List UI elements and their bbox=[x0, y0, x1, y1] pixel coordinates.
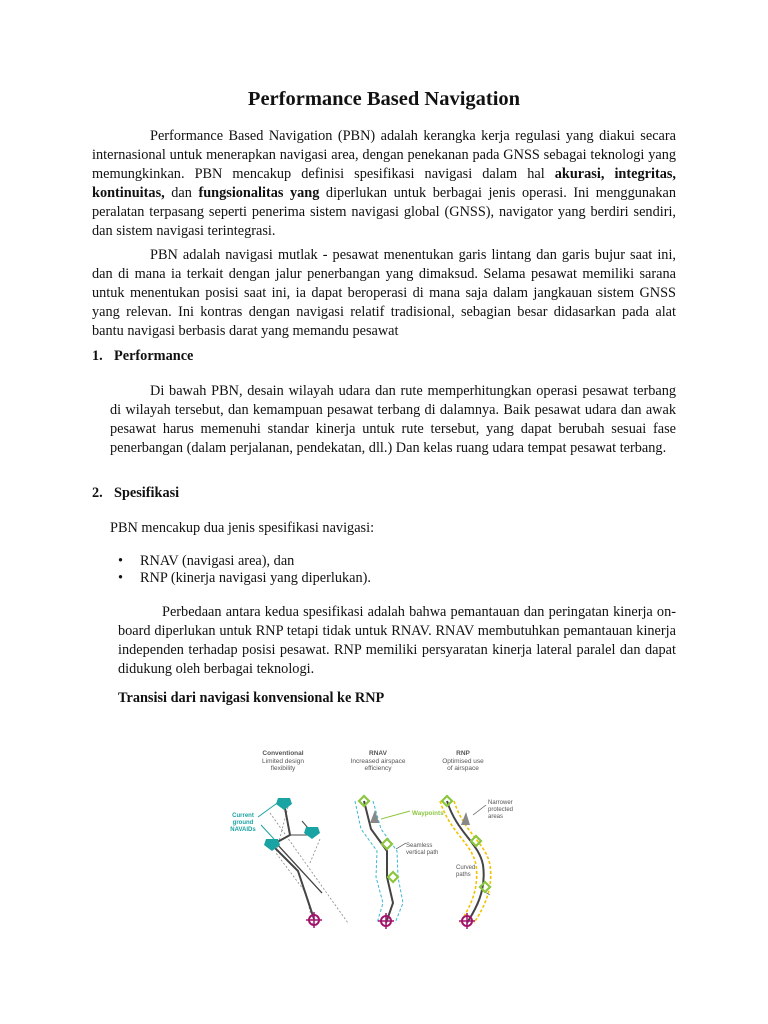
waypoint-icon bbox=[388, 872, 398, 882]
navigation-transition-figure bbox=[228, 743, 540, 935]
col1-sub-1: Limited design bbox=[262, 758, 304, 765]
narrower-label-3: areas bbox=[488, 814, 504, 820]
list-item: • RNAV (navigasi area), dan bbox=[118, 553, 371, 570]
col1-sub-2: flexibility bbox=[270, 765, 296, 772]
section-2-number: 2. bbox=[92, 485, 103, 501]
rnav-route bbox=[355, 801, 410, 923]
col1-title: Conventional bbox=[262, 750, 304, 757]
col2-sub-1: Increased airspace bbox=[350, 758, 406, 765]
narrower-label-1: Narrower bbox=[488, 800, 513, 806]
navaid-icon bbox=[304, 827, 320, 839]
seamless-label-2: vertical path bbox=[406, 850, 439, 856]
intro-paragraph-1 bbox=[92, 127, 676, 241]
navaids-label-1: Current bbox=[232, 813, 254, 819]
intro-text-2: dan bbox=[164, 185, 199, 201]
seamless-label-1: Seamless bbox=[406, 843, 433, 849]
list-item: • RNP (kinerja navigasi yang diperlukan). bbox=[118, 570, 371, 587]
narrower-label-2: protected bbox=[488, 807, 514, 813]
section-2-heading bbox=[92, 485, 179, 502]
section-2-text: Perbedaan antara kedua spesifikasi adalah bahwa pemantauan dan peringatan kinerja on-board diperlukan untuk RNP tetapi tidak untuk RNAV. RNAV membutuhkan pemantauan kinerja independen terhadap posisi pesawat. RNP memiliki persyaratan kinerja lateral paralel dan dapat didukung oleh berbagai teknologi. bbox=[118, 604, 676, 677]
waypoints-label: Waypoints bbox=[412, 810, 444, 817]
section-1-heading bbox=[92, 348, 193, 365]
bold-terms-2: fungsionalitas yang bbox=[198, 185, 320, 201]
curved-label-2: paths bbox=[456, 872, 471, 878]
rnp-route bbox=[440, 801, 491, 923]
col2-title: RNAV bbox=[369, 750, 387, 757]
aircraft-icon bbox=[461, 812, 470, 825]
col2-sub-2: efficiency bbox=[364, 765, 392, 772]
navaids-label-3: NAVAIDs bbox=[230, 827, 256, 833]
intro-text-3: diperlukan untuk berbagai jenis operasi. Ini menggunakan peralatan terpasang seperti penerima sistem navigasi global (GNSS), navigator yang berdiri sendiri, dan sistem navigasi terintegrasi. bbox=[92, 185, 676, 239]
bold-terms-1: akurasi, integritas, kontinuitas, bbox=[92, 166, 676, 201]
section-1-title: Performance bbox=[114, 348, 194, 364]
intro-text-1: Performance Based Navigation (PBN) adalah kerangka kerja regulasi yang diakui secara internasional untuk menerapkan navigasi area, dengan penekanan pada GNSS sebagai teknologi yang memungkinkan. PBN mencakup definisi spesifikasi navigasi dalam hal bbox=[92, 128, 676, 182]
spec-bullet-list bbox=[118, 553, 371, 587]
conventional-route bbox=[258, 801, 348, 925]
col3-sub-2: of airspace bbox=[447, 765, 479, 772]
intro-paragraph-2 bbox=[92, 246, 676, 341]
col3-sub-1: Optimised use bbox=[442, 758, 484, 765]
runway-cross-icon bbox=[378, 913, 394, 929]
section-1-text: Di bawah PBN, desain wilayah udara dan rute memperhitungkan operasi pesawat terbang di wilayah tersebut, dan kemampuan pesawat terbang di dalamnya. Baik pesawat udara dan awak pesawat harus memenuhi standar kinerja untuk rute tersebut, yang dapat berubah sesuai fase penerbangan (dalam perjalanan, pendekatan, dll.) Dan kelas ruang udara tempat pesawat terbang. bbox=[110, 383, 676, 456]
section-1-number: 1. bbox=[92, 348, 103, 364]
curved-label-1: Curved bbox=[456, 865, 476, 871]
page-title: Performance Based Navigation bbox=[247, 88, 521, 110]
runway-cross-icon bbox=[306, 912, 322, 928]
section-2-lead: PBN mencakup dua jenis spesifikasi navigasi: bbox=[110, 520, 375, 536]
intro-paragraph-2-text: PBN adalah navigasi mutlak - pesawat menentukan garis lintang dan garis bujur saat ini, dan di mana ia terkait dengan jalur penerbangan yang dimaksud. Selama pesawat memiliki sarana untuk menentukan posisi saat ini, ia dapat beroperasi di mana saja dalam jangkauan sistem GNSS yang relevan. Ini kontras dengan navigasi relatif tradisional, sebagian besar didasarkan pada alat bantu navigasi berbasis darat yang memandu pesawat bbox=[92, 247, 676, 339]
transition-subheading: Transisi dari navigasi konvensional ke RNP bbox=[118, 690, 385, 706]
section-2-title: Spesifikasi bbox=[114, 485, 180, 501]
col3-title: RNP bbox=[456, 750, 470, 757]
section-1-paragraph bbox=[110, 382, 676, 458]
navaids-label-2: ground bbox=[232, 820, 254, 826]
figure-svg bbox=[228, 743, 540, 935]
navaid-icon bbox=[276, 798, 292, 810]
section-2-paragraph bbox=[118, 603, 676, 679]
